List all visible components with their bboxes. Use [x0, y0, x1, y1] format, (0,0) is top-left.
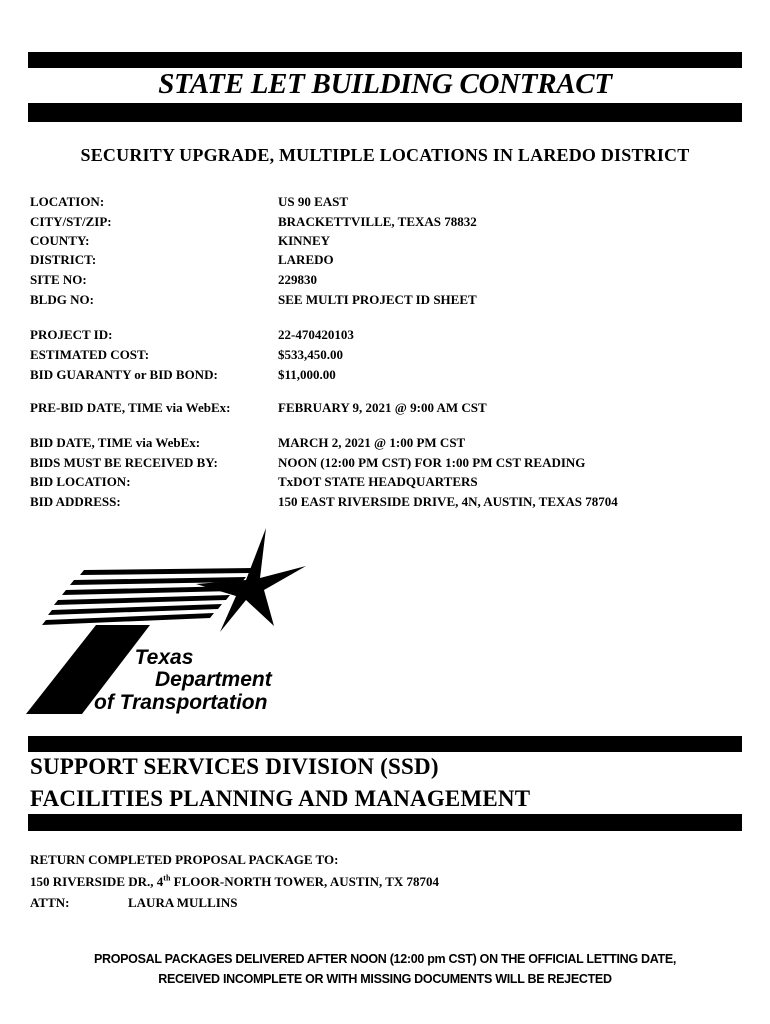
field-label: ESTIMATED COST: [30, 347, 150, 362]
field-value: KINNEY [278, 233, 331, 248]
title-underline-rule [28, 103, 742, 122]
field-label: BLDG NO: [30, 292, 94, 307]
field-label: BID ADDRESS: [30, 494, 121, 509]
txdot-logo [24, 528, 314, 718]
field-label: PROJECT ID: [30, 327, 113, 342]
field-value: 229830 [278, 272, 317, 287]
field-value: LAREDO [278, 252, 334, 267]
division-top-rule [28, 736, 742, 752]
field-label: LOCATION: [30, 194, 105, 209]
speed-lines-icon [42, 568, 254, 625]
field-value: NOON (12:00 PM CST) FOR 1:00 PM CST READING [278, 455, 586, 470]
page-title: STATE LET BUILDING CONTRACT [158, 68, 612, 100]
attn-label: ATTN: [30, 895, 70, 910]
field-label: BID GUARANTY or BID BOND: [30, 367, 218, 382]
field-label: CITY/ST/ZIP: [30, 214, 112, 229]
field-label: SITE NO: [30, 272, 87, 287]
field-value: 150 EAST RIVERSIDE DRIVE, 4N, AUSTIN, TEXAS 78704 [278, 494, 618, 509]
field-value: SEE MULTI PROJECT ID SHEET [278, 292, 477, 307]
division-title: SUPPORT SERVICES DIVISION (SSD) [30, 754, 439, 779]
field-label: BIDS MUST BE RECEIVED BY: [30, 455, 218, 470]
field-value: $11,000.00 [278, 367, 336, 382]
division-subtitle: FACILITIES PLANNING AND MANAGEMENT [30, 786, 531, 811]
project-subtitle: SECURITY UPGRADE, MULTIPLE LOCATIONS IN LAREDO DISTRICT [80, 145, 690, 165]
field-value: US 90 EAST [278, 194, 349, 209]
field-value: MARCH 2, 2021 @ 1:00 PM CST [278, 435, 466, 450]
field-value: BRACKETTVILLE, TEXAS 78832 [278, 214, 477, 229]
address-superscript: th [163, 873, 171, 883]
rejection-notice-line2: RECEIVED INCOMPLETE OR WITH MISSING DOCUMENTS WILL BE REJECTED [158, 972, 612, 986]
logo-text-line2: Department [155, 668, 272, 691]
field-value: $533,450.00 [278, 347, 343, 362]
field-value: TxDOT STATE HEADQUARTERS [278, 474, 478, 489]
rejection-notice-line1: PROPOSAL PACKAGES DELIVERED AFTER NOON (12:00 pm CST) ON THE OFFICIAL LETTING DATE, [93, 952, 677, 966]
division-bottom-rule [28, 814, 742, 831]
field-value: FEBRUARY 9, 2021 @ 9:00 AM CST [278, 400, 487, 415]
return-instruction: RETURN COMPLETED PROPOSAL PACKAGE TO: [30, 852, 339, 867]
attn-row [30, 895, 238, 911]
logo-text-line3: of Transportation [94, 691, 268, 714]
return-address [30, 874, 439, 890]
field-label: BID DATE, TIME via WebEx: [30, 435, 201, 450]
field-label: BID LOCATION: [30, 474, 131, 489]
field-value: 22-470420103 [278, 327, 354, 342]
field-label: DISTRICT: [30, 252, 97, 267]
address-part: 150 RIVERSIDE DR., 4 [30, 874, 164, 889]
field-label: COUNTY: [30, 233, 90, 248]
logo-text-line1: Texas [134, 646, 194, 669]
field-label: PRE-BID DATE, TIME via WebEx: [30, 400, 231, 415]
top-rule [28, 52, 742, 68]
address-part: FLOOR-NORTH TOWER, AUSTIN, TX 78704 [170, 874, 440, 889]
attn-name: LAURA MULLINS [128, 895, 238, 910]
